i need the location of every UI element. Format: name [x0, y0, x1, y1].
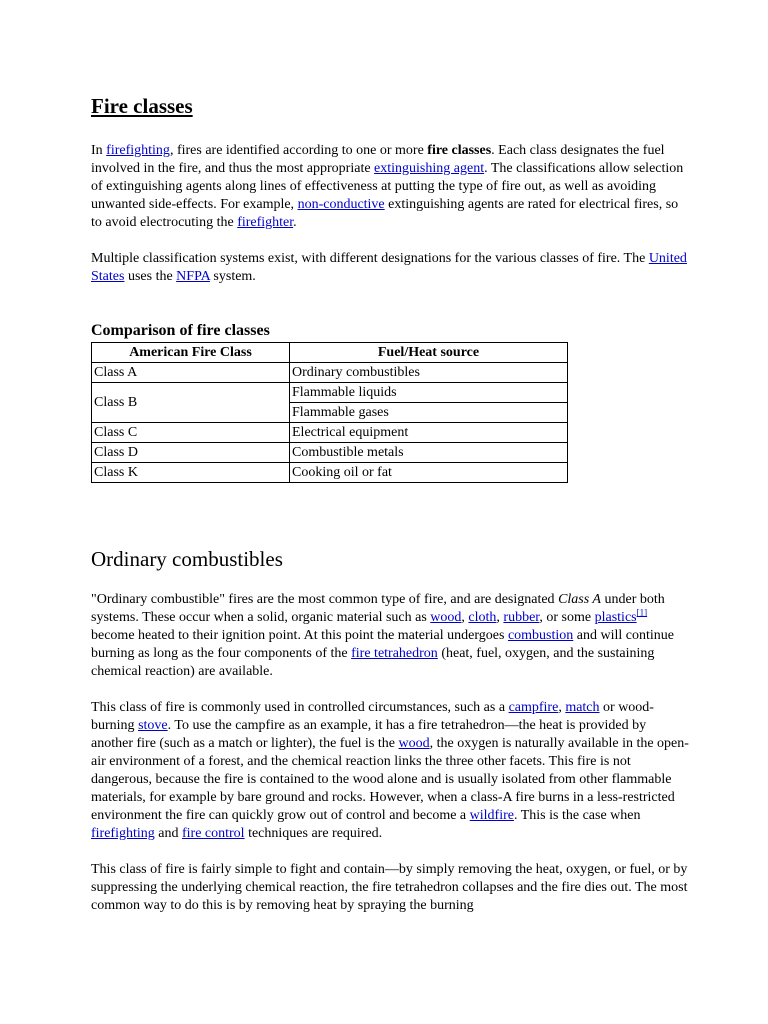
source-cell: Combustible metals: [290, 443, 568, 463]
link-non-conductive[interactable]: non-conductive: [297, 197, 385, 212]
text: , fires are identified according to one or more: [169, 143, 428, 158]
text: extinguishing agents are rated for electrical fires, so to avoid electrocuting the: [91, 197, 679, 230]
text: "Ordinary combustible" fires are the most common type of fire, and are designated: [91, 592, 559, 607]
source-cell: Ordinary combustibles: [290, 363, 568, 383]
text: system.: [209, 269, 256, 284]
class-cell: Class A: [92, 363, 290, 383]
text: ,: [496, 610, 504, 625]
table-row: [92, 443, 568, 463]
text: techniques are required.: [244, 826, 383, 841]
intro-paragraph-1: [91, 142, 691, 232]
text: uses the: [124, 269, 177, 284]
source-cell: Flammable gases: [290, 403, 568, 423]
table-row: [92, 423, 568, 443]
table-row: [92, 363, 568, 383]
text: . Each class designates the fuel involved in the fire, and thus the most appropriate: [91, 143, 665, 176]
link-firefighter[interactable]: firefighter: [237, 215, 294, 230]
text: Multiple classification systems exist, with different designations for the various classes of fire. The: [91, 251, 649, 266]
source-cell: Cooking oil or fat: [290, 463, 568, 483]
source-cell: Electrical equipment: [290, 423, 568, 443]
link-wood[interactable]: wood: [398, 736, 430, 751]
text: , or some: [539, 610, 595, 625]
link-fire-tetrahedron[interactable]: fire tetrahedron: [351, 646, 438, 661]
text: and will continue burning as long as the four components of the: [91, 628, 674, 661]
text: . The classifications allow selection of extinguishing agents along lines of effectiveness at putting the type of fire out, as well as avoiding unwanted side-effects. For example,: [91, 161, 684, 212]
bold-term: fire classes: [427, 143, 492, 158]
text: and: [154, 826, 182, 841]
text: .: [293, 215, 297, 230]
link-firefighting[interactable]: firefighting: [91, 826, 155, 841]
link-plastics[interactable]: plastics: [594, 610, 637, 625]
text: . To use the campfire as an example, it has a fire tetrahedron—the heat is provided by another fire (such as a match or lighter), the fuel is the: [91, 718, 647, 751]
table-row: [92, 383, 568, 403]
document-page: [91, 92, 691, 933]
source-cell: Flammable liquids: [290, 383, 568, 403]
text: ,: [461, 610, 469, 625]
section-paragraph-2: [91, 699, 691, 843]
link-extinguishing-agent[interactable]: extinguishing agent: [374, 161, 485, 176]
class-cell: Class B: [92, 383, 290, 423]
link-rubber[interactable]: rubber: [503, 610, 540, 625]
link-united-states[interactable]: United States: [91, 251, 687, 284]
column-header: American Fire Class: [92, 343, 290, 363]
class-cell: Class C: [92, 423, 290, 443]
text: This class of fire is fairly simple to fight and contain—by simply removing the heat, oxygen, or fuel, or by suppressing the underlying chemical reaction, the fire tetrahedron collapses and the fire dies out. The most common way to do this is by removing heat by spraying the burning: [91, 862, 688, 913]
link-cloth[interactable]: cloth: [468, 610, 497, 625]
class-cell: Class D: [92, 443, 290, 463]
table-header-row: [92, 343, 568, 363]
text: (heat, fuel, oxygen, and the sustaining chemical reaction) are available.: [91, 646, 655, 679]
link-combustion[interactable]: combustion: [507, 628, 574, 643]
text: or wood-burning: [91, 700, 654, 733]
link-firefighting[interactable]: firefighting: [106, 143, 170, 158]
column-header: Fuel/Heat source: [290, 343, 568, 363]
link-stove[interactable]: stove: [138, 718, 168, 733]
section-paragraph-3: [91, 861, 691, 915]
section-heading: Ordinary combustibles: [91, 547, 283, 571]
text: . This is the case when: [513, 808, 641, 823]
link-wildfire[interactable]: wildfire: [469, 808, 514, 823]
italic-term: Class A: [558, 592, 601, 607]
text: In: [91, 143, 107, 158]
link-nfpa[interactable]: NFPA: [176, 269, 210, 284]
text: under both systems. These occur when a solid, organic material such as: [91, 592, 665, 625]
citation-link[interactable]: [1]: [636, 607, 648, 618]
intro-paragraph-2: [91, 250, 691, 286]
page-title: Fire classes: [91, 94, 193, 118]
link-campfire[interactable]: campfire: [508, 700, 559, 715]
link-wood[interactable]: wood: [430, 610, 462, 625]
table-row: [92, 463, 568, 483]
section-paragraph-1: [91, 591, 691, 681]
class-cell: Class K: [92, 463, 290, 483]
text: , the oxygen is naturally available in the open-air environment of a forest, and the chemical reaction links the three other facets. This fire is not dangerous, because the fire is contained to the wood alone and is usually isolated from other flammable materials, for example by bare ground and rocks. However, when a class-A fire burns in a less-restricted environment the fire can quickly grow out of control and become a: [91, 736, 689, 823]
link-fire-control[interactable]: fire control: [181, 826, 245, 841]
table-caption: Comparison of fire classes: [91, 322, 270, 339]
text: This class of fire is commonly used in controlled circumstances, such as a: [91, 700, 509, 715]
text: become heated to their ignition point. At this point the material undergoes: [91, 628, 508, 643]
link-match[interactable]: match: [565, 700, 600, 715]
fire-class-table: [91, 342, 568, 483]
text: ,: [558, 700, 566, 715]
